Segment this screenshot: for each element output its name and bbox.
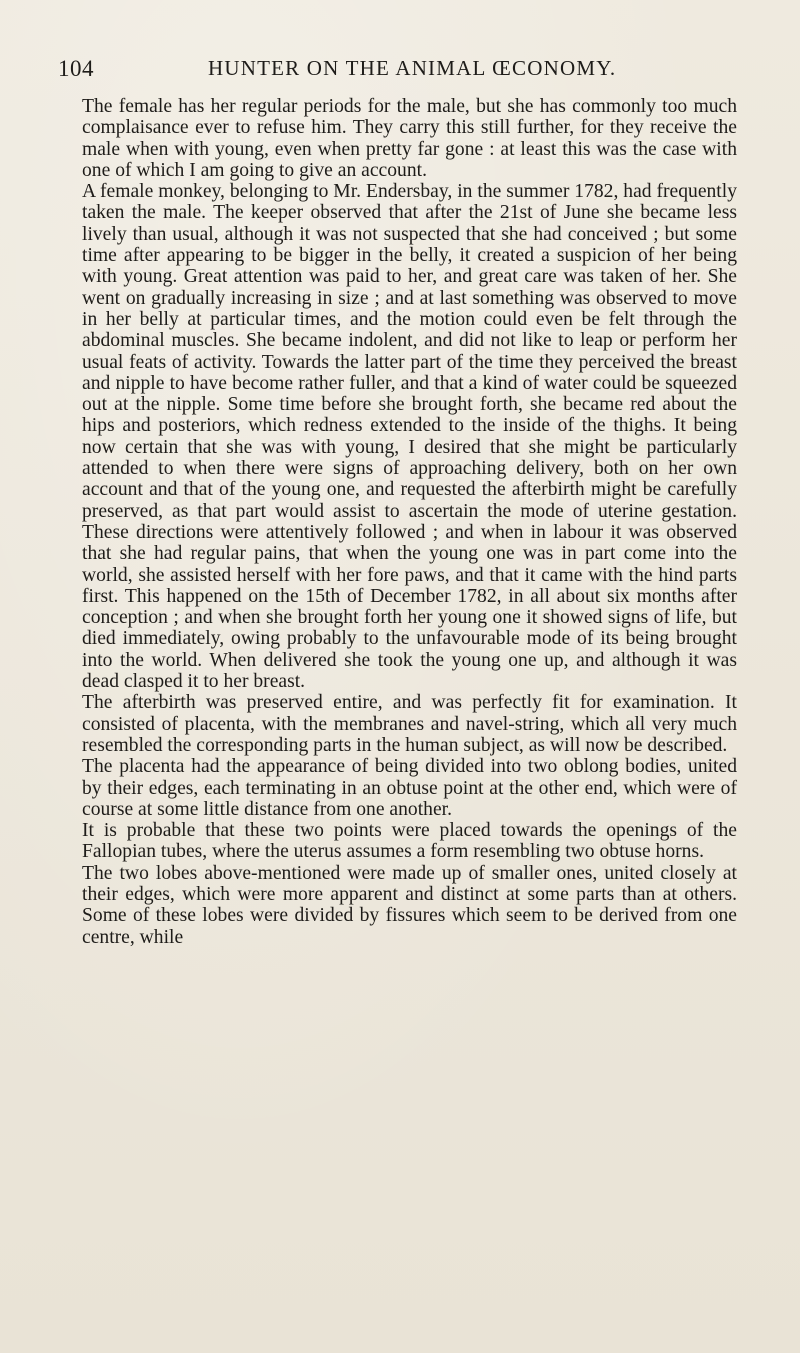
running-head: HUNTER ON THE ANIMAL ŒCONOMY. [208,56,617,80]
page-header [58,56,758,86]
paragraph: The placenta had the appearance of being divided into two oblong bodies, united by their edges, each terminating in an obtuse point at the other end, which were of course at some little distance from one another. [82,756,737,820]
page-number: 104 [58,56,94,81]
page-body [82,96,737,948]
paragraph: The afterbirth was preserved entire, and was perfectly fit for examination. It consisted of placenta, with the membranes and navel-string, which all very much resembled the corresponding parts in the human subject, as will now be described. [82,692,737,756]
paragraph: The female has her regular periods for the male, but she has commonly too much complaisance ever to refuse him. They carry this still further, for they receive the male when with young, even when pretty far gone : at least this was the case with one of which I am going to give an account. [82,96,737,181]
paragraph: A female monkey, belonging to Mr. Endersbay, in the summer 1782, had frequently taken the male. The keeper observed that after the 21st of June she became less lively than usual, although it was not suspected that she had conceived ; but some time after appearing to be bigger in the belly, it created a suspicion of her being with young. Great attention was paid to her, and great care was taken of her. She went on gradually increasing in size ; and at last something was observed to move in her belly at particular times, and the motion could even be felt through the abdominal muscles. She became indolent, and did not like to leap or perform her usual feats of activity. Towards the latter part of the time they perceived the breast and nipple to have become rather fuller, and that a kind of water could be squeezed out at the nipple. Some time before she brought forth, she became red about the hips and posteriors, which redness extended to the inside of the thighs. It being now certain that she was with young, I desired that she might be particularly attended to when there were signs of approaching delivery, both on her own account and that of the young one, and requested the afterbirth might be carefully preserved, as that part would assist to ascertain the mode of uterine gestation. These directions were attentively followed ; and when in labour it was observed that she had regular pains, that when the young one was in part come into the world, she assisted herself with her fore paws, and that it came with the hind parts first. This happened on the 15th of December 1782, in all about six months after conception ; and when she brought forth her young one it showed signs of life, but died immediately, owing probably to the unfavourable mode of its being brought into the world. When delivered she took the young one up, and although it was dead clasped it to her breast. [82,181,737,693]
paragraph: The two lobes above-mentioned were made up of smaller ones, united closely at their edges, which were more apparent and distinct at some parts than at others. Some of these lobes were divided by fissures which seem to be derived from one centre, while [82,862,737,948]
paragraph: It is probable that these two points were placed towards the openings of the Fallopian tubes, where the uterus assumes a form resembling two obtuse horns. [82,820,737,863]
